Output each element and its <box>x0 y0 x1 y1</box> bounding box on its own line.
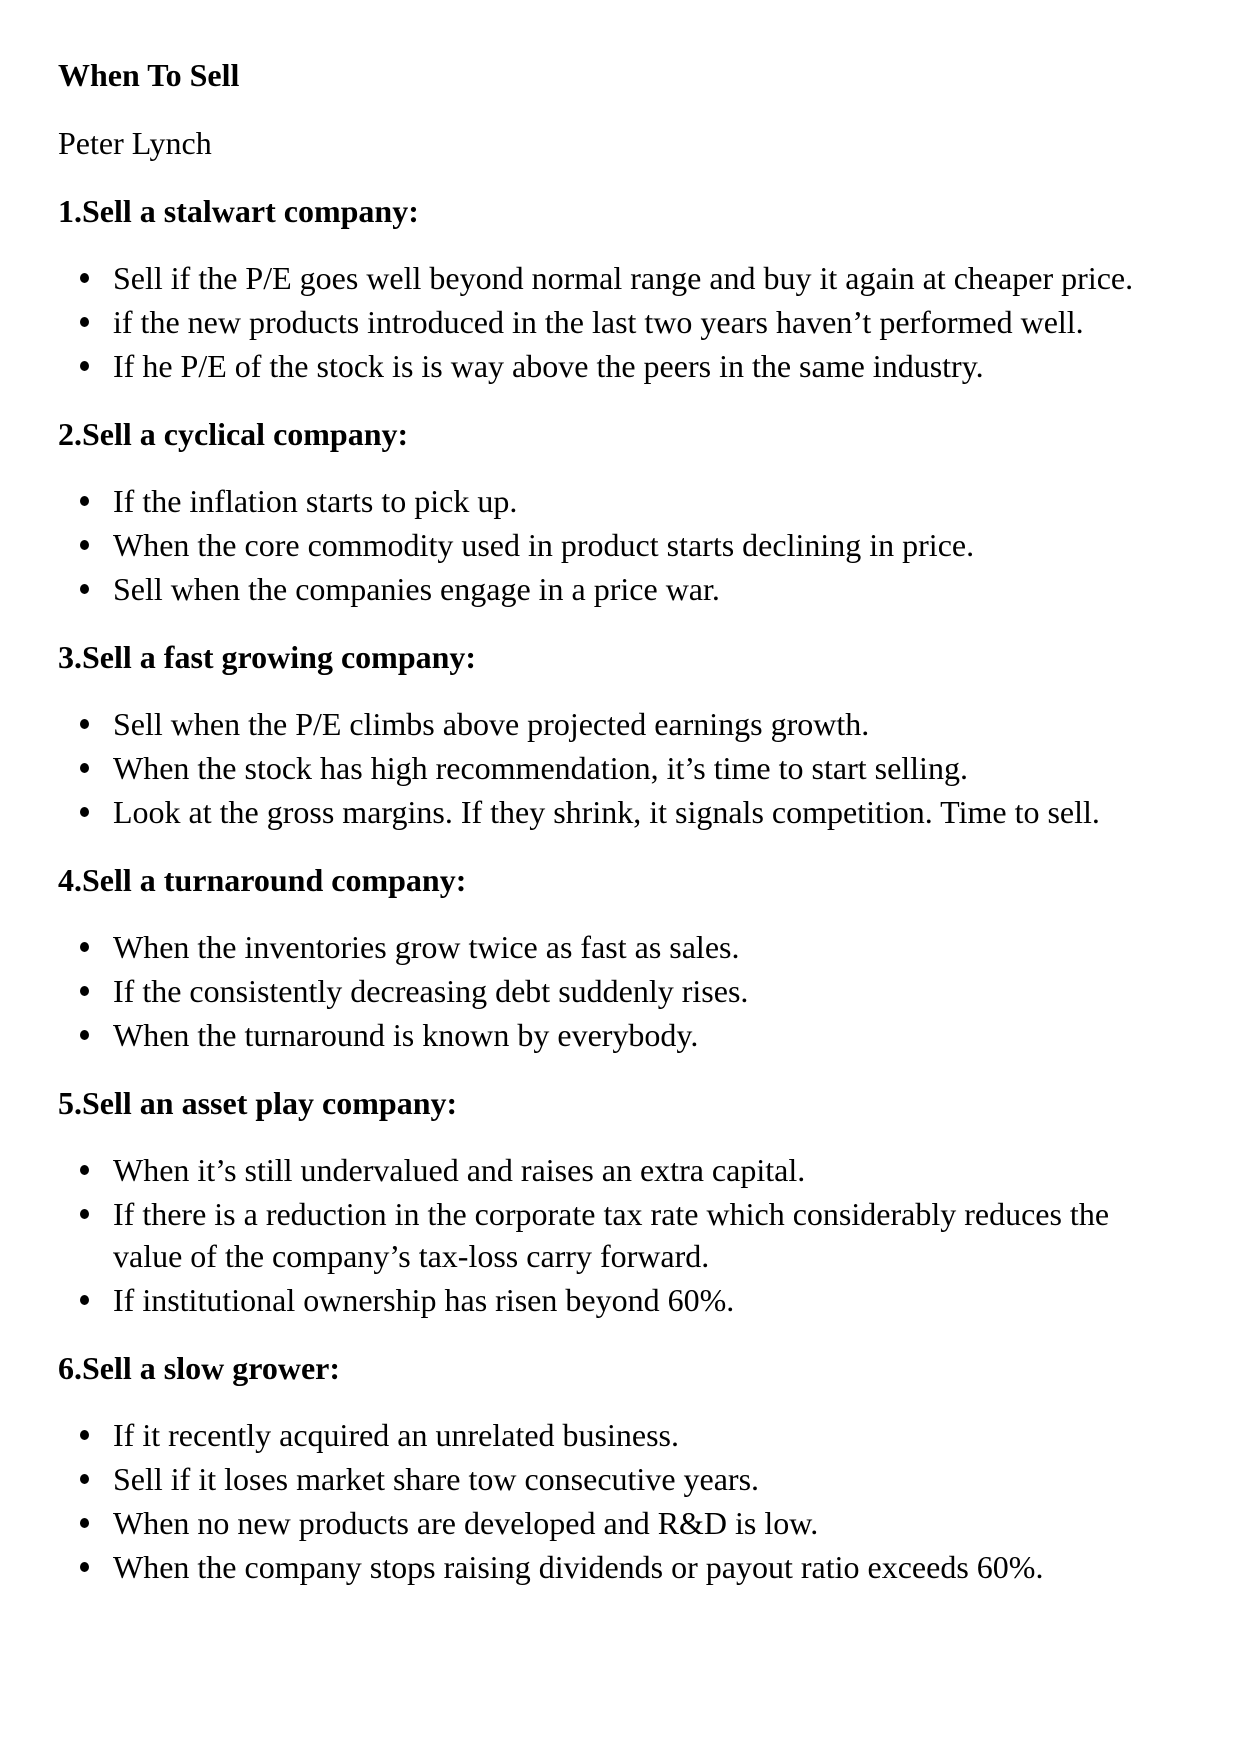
bullet-text: Look at the gross margins. If they shrink, it signals competition. Time to sell. <box>113 794 1100 830</box>
document-title: When To Sell <box>58 57 240 93</box>
bullet-item <box>58 703 1151 745</box>
bullet-item <box>58 1014 1151 1056</box>
bullet-list-6 <box>58 1414 1151 1588</box>
bullet-text: If he P/E of the stock is is way above the peers in the same industry. <box>113 348 984 384</box>
bullet-item <box>58 1279 1151 1321</box>
bullet-item <box>58 345 1151 387</box>
bullet-list-1 <box>58 257 1151 387</box>
bullet-text: if the new products introduced in the last two years haven’t performed well. <box>113 304 1084 340</box>
bullet-item <box>58 1414 1151 1456</box>
bullet-dot-icon <box>80 1295 89 1305</box>
bullet-dot-icon <box>80 942 89 952</box>
bullet-dot-icon <box>80 807 89 817</box>
bullet-dot-icon <box>80 1474 89 1484</box>
bullet-dot-icon <box>80 986 89 996</box>
section-heading-3: 3.Sell a fast growing company: <box>58 639 477 675</box>
sections-container <box>58 190 1151 1588</box>
bullet-dot-icon <box>80 1518 89 1528</box>
bullet-item <box>58 568 1151 610</box>
bullet-text: When it’s still undervalued and raises an extra capital. <box>113 1152 806 1188</box>
bullet-dot-icon <box>80 1030 89 1040</box>
bullet-text: When the stock has high recommendation, it’s time to start selling. <box>113 750 968 786</box>
bullet-list-3 <box>58 703 1151 833</box>
bullet-text: If the consistently decreasing debt suddenly rises. <box>113 973 749 1009</box>
section-heading-6: 6.Sell a slow grower: <box>58 1350 341 1386</box>
bullet-text: When the company stops raising dividends or payout ratio exceeds 60%. <box>113 1549 1044 1585</box>
bullet-dot-icon <box>80 1430 89 1440</box>
bullet-text: When the inventories grow twice as fast as sales. <box>113 929 740 965</box>
section-heading-2: 2.Sell a cyclical company: <box>58 416 409 452</box>
bullet-item <box>58 1458 1151 1500</box>
bullet-item <box>58 1546 1151 1588</box>
bullet-dot-icon <box>80 496 89 506</box>
bullet-dot-icon <box>80 584 89 594</box>
bullet-dot-icon <box>80 317 89 327</box>
bullet-list-2 <box>58 480 1151 610</box>
bullet-text: When no new products are developed and R&D is low. <box>113 1505 819 1541</box>
bullet-item <box>58 1149 1151 1191</box>
bullet-dot-icon <box>80 361 89 371</box>
bullet-item <box>58 301 1151 343</box>
author-byline: Peter Lynch <box>58 125 212 161</box>
bullet-dot-icon <box>80 719 89 729</box>
bullet-text: Sell when the companies engage in a price war. <box>113 571 720 607</box>
bullet-text: When the turnaround is known by everybody. <box>113 1017 699 1053</box>
bullet-dot-icon <box>80 540 89 550</box>
bullet-dot-icon <box>80 1562 89 1572</box>
bullet-dot-icon <box>80 763 89 773</box>
bullet-text: Sell if the P/E goes well beyond normal range and buy it again at cheaper price. <box>113 260 1134 296</box>
bullet-item <box>58 524 1151 566</box>
bullet-text: Sell if it loses market share tow consecutive years. <box>113 1461 760 1497</box>
section-heading-4: 4.Sell a turnaround company: <box>58 862 467 898</box>
bullet-item <box>58 926 1151 968</box>
bullet-text: If there is a reduction in the corporate tax rate which considerably reduces the value of the company’s tax-loss carry forward. <box>113 1196 1110 1274</box>
section-heading-1: 1.Sell a stalwart company: <box>58 193 419 229</box>
bullet-list-4 <box>58 926 1151 1056</box>
bullet-item <box>58 970 1151 1012</box>
bullet-dot-icon <box>80 273 89 283</box>
bullet-item <box>58 1502 1151 1544</box>
bullet-item <box>58 1193 1151 1277</box>
bullet-text: If it recently acquired an unrelated business. <box>113 1417 679 1453</box>
section-heading-5: 5.Sell an asset play company: <box>58 1085 458 1121</box>
bullet-item <box>58 791 1151 833</box>
bullet-dot-icon <box>80 1209 89 1219</box>
bullet-dot-icon <box>80 1165 89 1175</box>
bullet-item <box>58 480 1151 522</box>
bullet-text: If institutional ownership has risen beyond 60%. <box>113 1282 735 1318</box>
bullet-item <box>58 747 1151 789</box>
bullet-item <box>58 257 1151 299</box>
bullet-text: When the core commodity used in product starts declining in price. <box>113 527 975 563</box>
bullet-list-5 <box>58 1149 1151 1321</box>
bullet-text: If the inflation starts to pick up. <box>113 483 518 519</box>
bullet-text: Sell when the P/E climbs above projected earnings growth. <box>113 706 870 742</box>
